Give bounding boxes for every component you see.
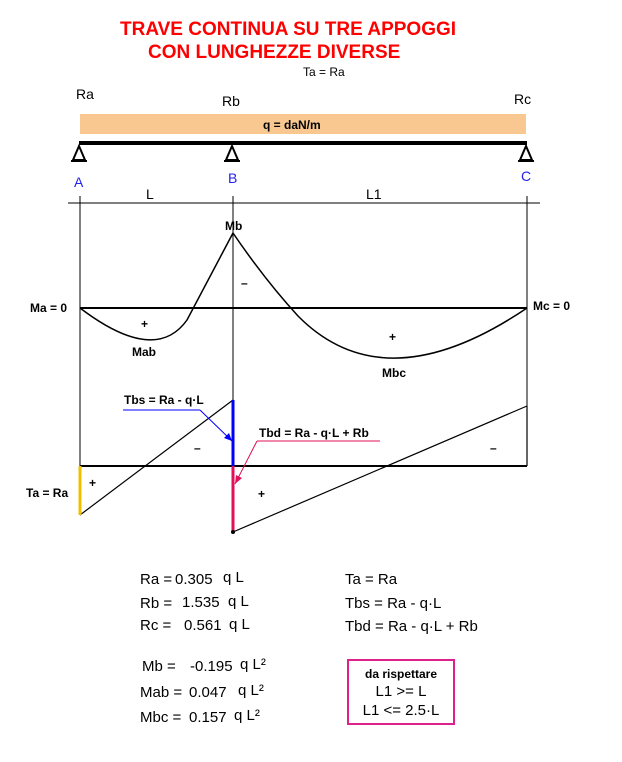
support-label-c: C — [521, 168, 532, 184]
support-icon-a — [71, 146, 87, 161]
shear-label-tbd: Tbd = Ra - q·L + Rb — [259, 426, 369, 440]
title-note: Ta = Ra — [303, 65, 345, 79]
moment-label-ma: Ma = 0 — [30, 301, 68, 315]
result-mab-value: 0.047 — [189, 684, 227, 701]
result-mb-value: -0.195 — [190, 658, 233, 675]
support-label-b: B — [228, 170, 238, 186]
tbd-arrow-head — [235, 475, 242, 484]
result-mbc-value: 0.157 — [189, 709, 227, 726]
result-rc-label: Rc = — [140, 617, 172, 634]
shear-label-ta: Ta = Ra — [26, 486, 69, 500]
result-ra-value: 0.305 — [175, 571, 213, 588]
constraint-1: L1 >= L — [375, 683, 427, 700]
constraints-title: da rispettare — [364, 667, 438, 681]
moment-label-mab: Mab — [132, 345, 156, 359]
load-label: q = daN/m — [263, 118, 321, 132]
shear-plus-ab: + — [89, 476, 97, 490]
result-mb-unit: q L² — [240, 656, 266, 673]
result-mab-label: Mab = — [140, 684, 183, 701]
result-rc-unit: q L — [229, 616, 250, 633]
formula-ta: Ta = Ra — [345, 571, 398, 588]
moment-minus-b: – — [241, 276, 248, 290]
formula-tbd: Tbd = Ra - q·L + Rb — [345, 618, 478, 635]
shear-line-ab — [80, 400, 233, 515]
span-label-l: L — [146, 186, 154, 202]
moment-label-mb: Mb — [225, 219, 243, 233]
moment-plus-ab: + — [141, 317, 149, 331]
result-rb-value: 1.535 — [182, 594, 220, 611]
shear-minus-bc: – — [490, 441, 497, 455]
result-mbc-unit: q L² — [234, 707, 260, 724]
result-mab-unit: q L² — [238, 682, 264, 699]
moment-label-mbc: Mbc — [382, 366, 406, 380]
shear-end-dot — [231, 530, 235, 534]
result-ra-label: Ra = — [140, 571, 173, 588]
result-ra-unit: q L — [223, 569, 244, 586]
support-label-a: A — [74, 174, 84, 190]
title-line-2: CON LUNGHEZZE DIVERSE — [148, 42, 401, 63]
result-mb-label: Mb = — [142, 658, 176, 675]
shear-plus-bc: + — [258, 487, 266, 501]
reaction-label-b: Rb — [222, 93, 240, 109]
reaction-label-c: Rc — [514, 91, 532, 107]
moment-curve — [80, 233, 527, 358]
result-rc-value: 0.561 — [184, 617, 222, 634]
shear-minus-ab: – — [194, 441, 201, 455]
result-mbc-label: Mbc = — [140, 709, 182, 726]
support-icon-c — [518, 146, 534, 161]
span-label-l1: L1 — [366, 186, 382, 202]
support-icon-b — [224, 146, 240, 161]
constraints-box — [347, 659, 455, 725]
title-line-1: TRAVE CONTINUA SU TRE APPOGGI — [120, 19, 457, 40]
constraint-2: L1 <= 2.5·L — [362, 702, 440, 719]
moment-label-mc: Mc = 0 — [533, 299, 571, 313]
formula-tbs: Tbs = Ra - q·L — [345, 595, 442, 612]
result-rb-unit: q L — [228, 593, 249, 610]
reaction-label-a: Ra — [76, 86, 94, 102]
moment-plus-bc: + — [389, 330, 397, 344]
shear-line-bc — [233, 406, 527, 532]
shear-label-tbs: Tbs = Ra - q·L — [124, 393, 204, 407]
result-rb-label: Rb = — [140, 595, 173, 612]
